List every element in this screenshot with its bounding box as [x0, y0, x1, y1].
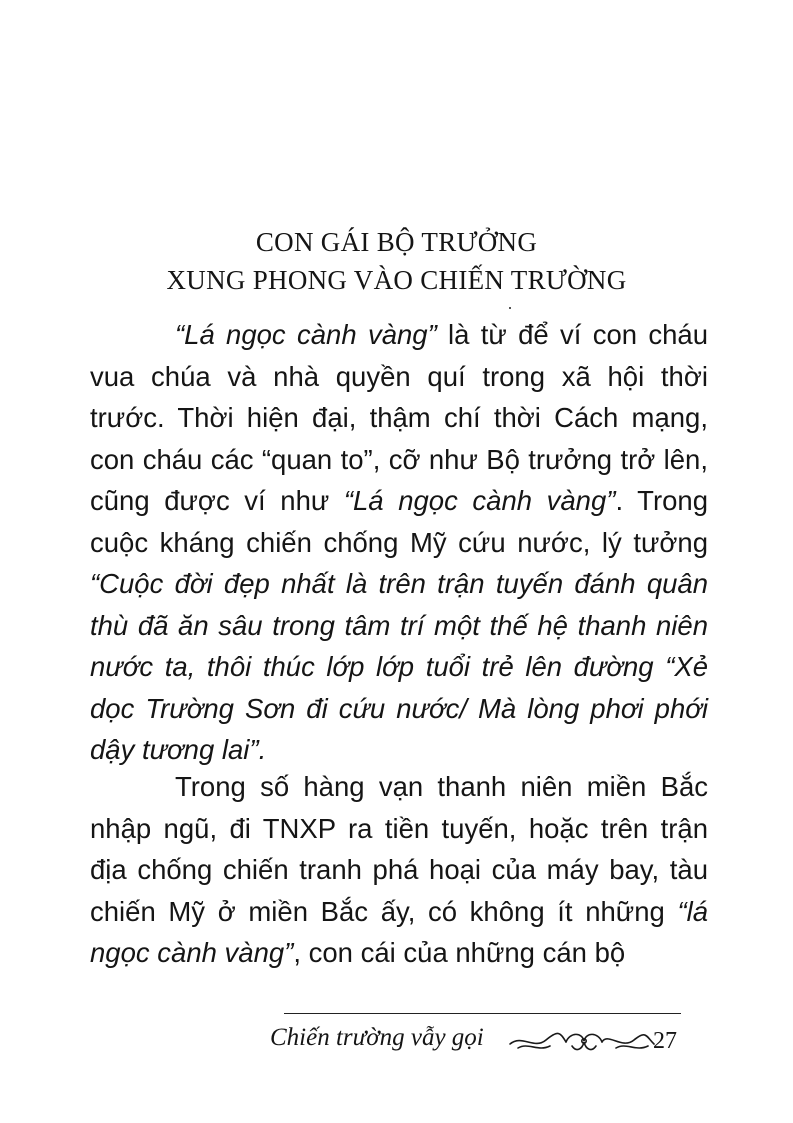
body-paragraph-2: [90, 766, 708, 974]
footer-rule: [284, 1013, 681, 1014]
quote-cuoc-doi-dep-nhat: “Cuộc đời đẹp nhất là trên trận tuyến đánh quân thù đã ăn sâu trong tâm trí một thế hệ thanh niên nước ta, thôi thúc lớp lớp tuổi trẻ lên đường “Xẻ dọc Trường Sơn đi cứu nước/ Mà lòng phơi phới dậy tương lai”.: [90, 568, 708, 765]
quote-la-ngoc-canh-vang-3: “lá ngọc cành vàng”: [90, 895, 708, 968]
paragraph-1-text-a: là từ để ví con cháu vua chúa và nhà quyền quí trong xã hội thời trước. Thời hiện đại, thậm chí thời Cách mạng, con cháu các “quan to”, cỡ như Bộ trưởng trở lên, cũng được ví như: [90, 319, 708, 516]
paragraph-2-text-a: Trong số hàng vạn thanh niên miền Bắc nhập ngũ, đi TNXP ra tiền tuyến, hoặc trên trận địa chống chiến tranh phá hoại của máy bay, tàu chiến Mỹ ở miền Bắc ấy, có không ít những: [90, 771, 708, 927]
chapter-title-line-2: XUNG PHONG VÀO CHIẾN TRƯỜNG: [166, 265, 627, 295]
quote-la-ngoc-canh-vang-2: “Lá ngọc cành vàng”: [343, 485, 616, 516]
chapter-title-line-1: CON GÁI BỘ TRƯỞNG: [255, 227, 538, 257]
body-paragraph-1: [90, 314, 708, 771]
paragraph-2-text-b: , con cái của những cán bộ: [293, 937, 626, 968]
print-speck: [509, 307, 511, 309]
page-number: 27: [653, 1028, 677, 1054]
quote-la-ngoc-canh-vang: “Lá ngọc cành vàng”: [175, 319, 437, 350]
flourish-ornament-icon: [508, 1026, 658, 1056]
page-footer: [270, 1024, 690, 1064]
footer-book-title: Chiến trường vẫy gọi: [270, 1024, 484, 1051]
paragraph-1-text-b: . Trong cuộc kháng chiến chống Mỹ cứu nước, lý tưởng: [90, 485, 708, 558]
